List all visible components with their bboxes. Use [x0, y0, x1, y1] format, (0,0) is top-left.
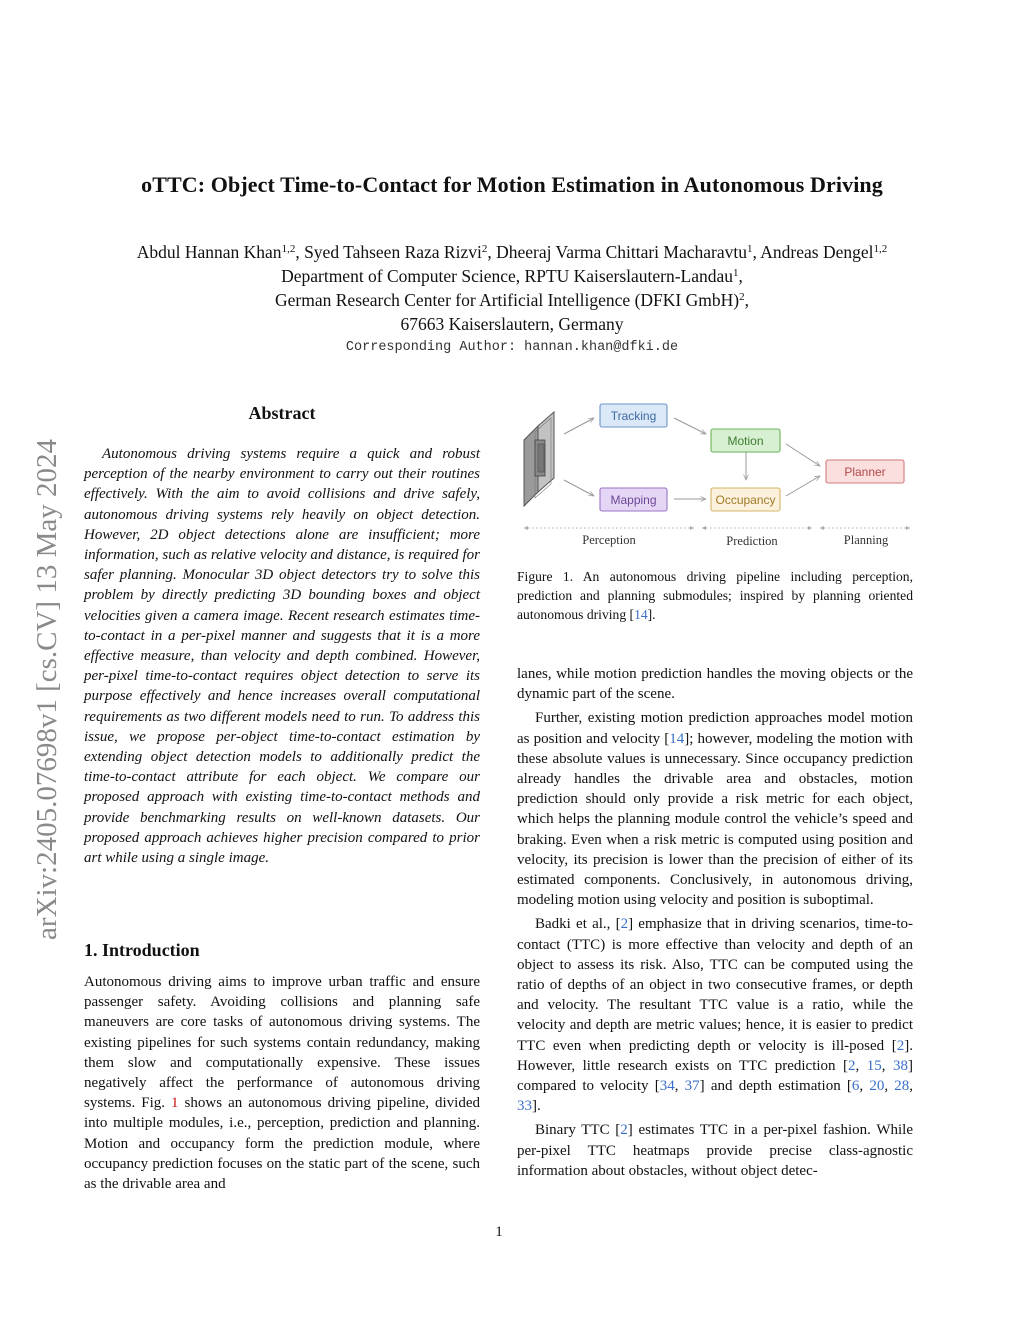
node-motion-label: Motion: [727, 434, 764, 448]
affiliation-2-sup: 2: [739, 291, 745, 303]
intro-body: [84, 972, 480, 1198]
citation-link[interactable]: 6: [851, 1078, 860, 1095]
page-number: 1: [495, 1224, 503, 1240]
p3-text-a: Badki et al., [: [535, 916, 621, 933]
citation-link[interactable]: 20: [869, 1078, 885, 1095]
node-occupancy: [711, 488, 780, 511]
arrow-input-mapping: [564, 480, 594, 496]
node-occupancy-label: Occupancy: [715, 493, 776, 507]
affiliation-2: [40, 289, 984, 311]
citation-link[interactable]: 34: [659, 1078, 675, 1095]
intro-p1-text-b: shows an autonomous driving pipeline, divided into multiple modules, i.e., perception, prediction and planning. Motion and occupancy form the prediction module, where occupancy prediction focuses on the static part of the scene, such as the drivable area and: [84, 1095, 481, 1193]
stage-label-planning: Planning: [843, 533, 889, 547]
right-column-body: [517, 664, 913, 1185]
node-tracking-label: Tracking: [610, 409, 657, 423]
p3-sep: ,: [909, 1078, 914, 1095]
figure-ref-link[interactable]: 1: [171, 1095, 179, 1112]
citation-link[interactable]: 2: [620, 1122, 628, 1139]
author-4-sup: 1,2: [873, 243, 888, 255]
figure-1-pipeline: [516, 396, 916, 556]
right-paragraph-1: lanes, while motion prediction handles the moving objects or the dynamic part of the scene.: [517, 666, 913, 703]
author-1-sup: 1,2: [281, 243, 296, 255]
citation-link[interactable]: 14: [669, 730, 685, 747]
p3-text-e: ] and depth estimation [: [699, 1078, 852, 1095]
p3-sep: ,: [859, 1078, 870, 1095]
abstract-body: Autonomous driving systems require a quick and robust perception of the nearby environment to carry out their routines effectively. With the aim to avoid collisions and drive safely, autonomous driving systems rely heavily on object detection. However, 2D object detections alone are insufficient; more information, such as relative velocity and distance, is required for safer planning. Monocular 3D object detectors try to solve this problem by directly predicting 3D bounding boxes and object velocities given a camera image. Recent research estimates time-to-contact in a per-pixel manner and suggests that it is a more effective measure, than velocity and depth combined. However, per-pixel time-to-contact requires object detection to serve its purpose effectively and hence increases overall computational requirements as two different models need to run. To address this issue, we propose per-object time-to-contact estimation by extending object detection models to additionally predict the time-to-contact attribute for each object. We compare our proposed approach with existing time-to-contact methods and provide benchmarking results on well-known datasets. Our proposed approach achieves higher precision compared to prior art while using a single image.: [84, 446, 480, 867]
caption-text-b: ].: [647, 607, 656, 622]
arrow-occupancy-planner: [786, 476, 820, 496]
author-3-sup: 1: [747, 243, 753, 255]
author-2: , Syed Tahseen Raza Rizvi: [295, 242, 482, 262]
citation-link[interactable]: 28: [894, 1078, 910, 1095]
figure-1-caption: [517, 567, 913, 624]
p2-text-b: ]; however, modeling the motion with these absolute values is unnecessary. Since occupancy prediction already handles the drivable area and obstacles, motion prediction should only provide a risk metric for each object, which helps the planning module control the vehicle’s speed and braking. Even when a risk metric is computed using position and velocity, its precision is lower than the precision of either of its estimated components. Conclusively, in autonomous driving, modeling motion using velocity and position is suboptimal.: [517, 730, 913, 909]
citation-link[interactable]: 2: [620, 916, 629, 933]
p3-text-f: ].: [532, 1098, 541, 1115]
p4-text-a: Binary TTC [: [535, 1122, 621, 1139]
caption-text-a: Figure 1. An autonomous driving pipeline including perception, prediction and planning submodules; inspired by planning oriented autonomous driving [: [517, 569, 913, 622]
paper-title: oTTC: Object Time-to-Contact for Motion Estimation in Autonomous Driving: [141, 172, 883, 197]
p3-sep: ,: [881, 1057, 894, 1074]
p3-sep: ,: [884, 1078, 895, 1095]
author-3: , Dheeraj Varma Chittari Macharavtu: [487, 242, 747, 262]
affiliation-1-sup: 1: [733, 267, 739, 279]
arrow-tracking-motion: [674, 418, 706, 434]
abstract-heading: Abstract: [248, 403, 316, 423]
author-4: , Andreas Dengel: [752, 242, 874, 262]
p3-sep: ,: [855, 1057, 867, 1074]
node-planner-label: Planner: [844, 465, 886, 479]
p3-text-c: ]. However, little research exists on TTC prediction [: [517, 1037, 913, 1074]
citation-link[interactable]: 2: [848, 1057, 856, 1074]
affiliation-1: [40, 265, 984, 287]
intro-paragraph-1: [84, 972, 480, 1194]
stage-label-prediction: Prediction: [726, 534, 778, 548]
node-tracking: [600, 404, 667, 427]
p2-text-a: Further, existing motion prediction approaches model motion as position and velocity [: [517, 710, 913, 747]
section-heading-introduction: 1. Introduction: [84, 940, 200, 960]
p3-sep: ,: [674, 1078, 685, 1095]
arxiv-id: arXiv:2405.07698v1 [cs.CV] 13 May 2024: [31, 438, 63, 940]
author-line: [40, 241, 984, 263]
affiliation-1-text: Department of Computer Science, RPTU Kaiserslautern-Landau: [281, 266, 734, 286]
affiliation-1-end: ,: [738, 266, 743, 286]
right-paragraph-3: [517, 914, 913, 1116]
affiliation-3: 67663 Kaiserslautern, Germany: [400, 314, 624, 334]
citation-link[interactable]: 15: [866, 1057, 882, 1074]
node-mapping: [600, 488, 667, 511]
citation-link[interactable]: 38: [893, 1057, 909, 1074]
arrow-input-tracking: [564, 418, 594, 434]
stage-label-perception: Perception: [582, 533, 636, 547]
citation-link[interactable]: 33: [517, 1098, 532, 1115]
citation-link[interactable]: 37: [684, 1078, 700, 1095]
author-1: Abdul Hannan Khan: [136, 242, 282, 262]
p4-text-b: ] estimates TTC in a per-pixel fashion. While per-pixel TTC heatmaps provide precise class-agnostic information about obstacles, without object detec-: [517, 1122, 913, 1179]
corresponding-author: Corresponding Author: hannan.khan@dfki.de: [345, 340, 679, 355]
pipeline-diagram: [516, 396, 916, 556]
p3-text-d: ] compared to velocity [: [517, 1057, 914, 1095]
caption-citation-link[interactable]: 14: [634, 607, 648, 622]
arxiv-stamp-svg: [20, 330, 70, 950]
node-motion: [711, 429, 780, 452]
right-paragraph-4: [517, 1120, 913, 1181]
camera-image-stack-icon: [524, 412, 554, 506]
arxiv-stamp: [20, 330, 70, 950]
affiliation-2-text: German Research Center for Artificial Intelligence (DFKI GmbH): [275, 290, 740, 310]
node-planner: [826, 460, 904, 483]
intro-p1-text-a: Autonomous driving aims to improve urban traffic and ensure passenger safety. Avoiding collisions and planning safe maneuvers are core tasks of autonomous driving systems. The existing pipelines for such systems contain redundancy, making them slow and computationally expensive. These issues negatively affect the performance of autonomous driving systems. Fig.: [84, 974, 480, 1112]
affiliation-2-end: ,: [744, 290, 749, 310]
arrow-motion-planner: [786, 444, 820, 466]
author-2-sup: 2: [481, 243, 488, 255]
citation-link[interactable]: 2: [896, 1037, 905, 1054]
p3-text-b: ] emphasize that in driving scenarios, time-to-contact (TTC) is more effective than velocity and depth of an object to assess its risk. Also, TTC can be computed using the ratio of depths of an object in two consecutive frames, or depth and velocity. The resultant TTC value is a ratio, while the velocity and depth are metric values; hence, it is easier to predict TTC even when predicting depth or velocity is ill-posed [: [517, 916, 913, 1054]
node-mapping-label: Mapping: [610, 493, 657, 507]
right-paragraph-2: [517, 708, 913, 910]
